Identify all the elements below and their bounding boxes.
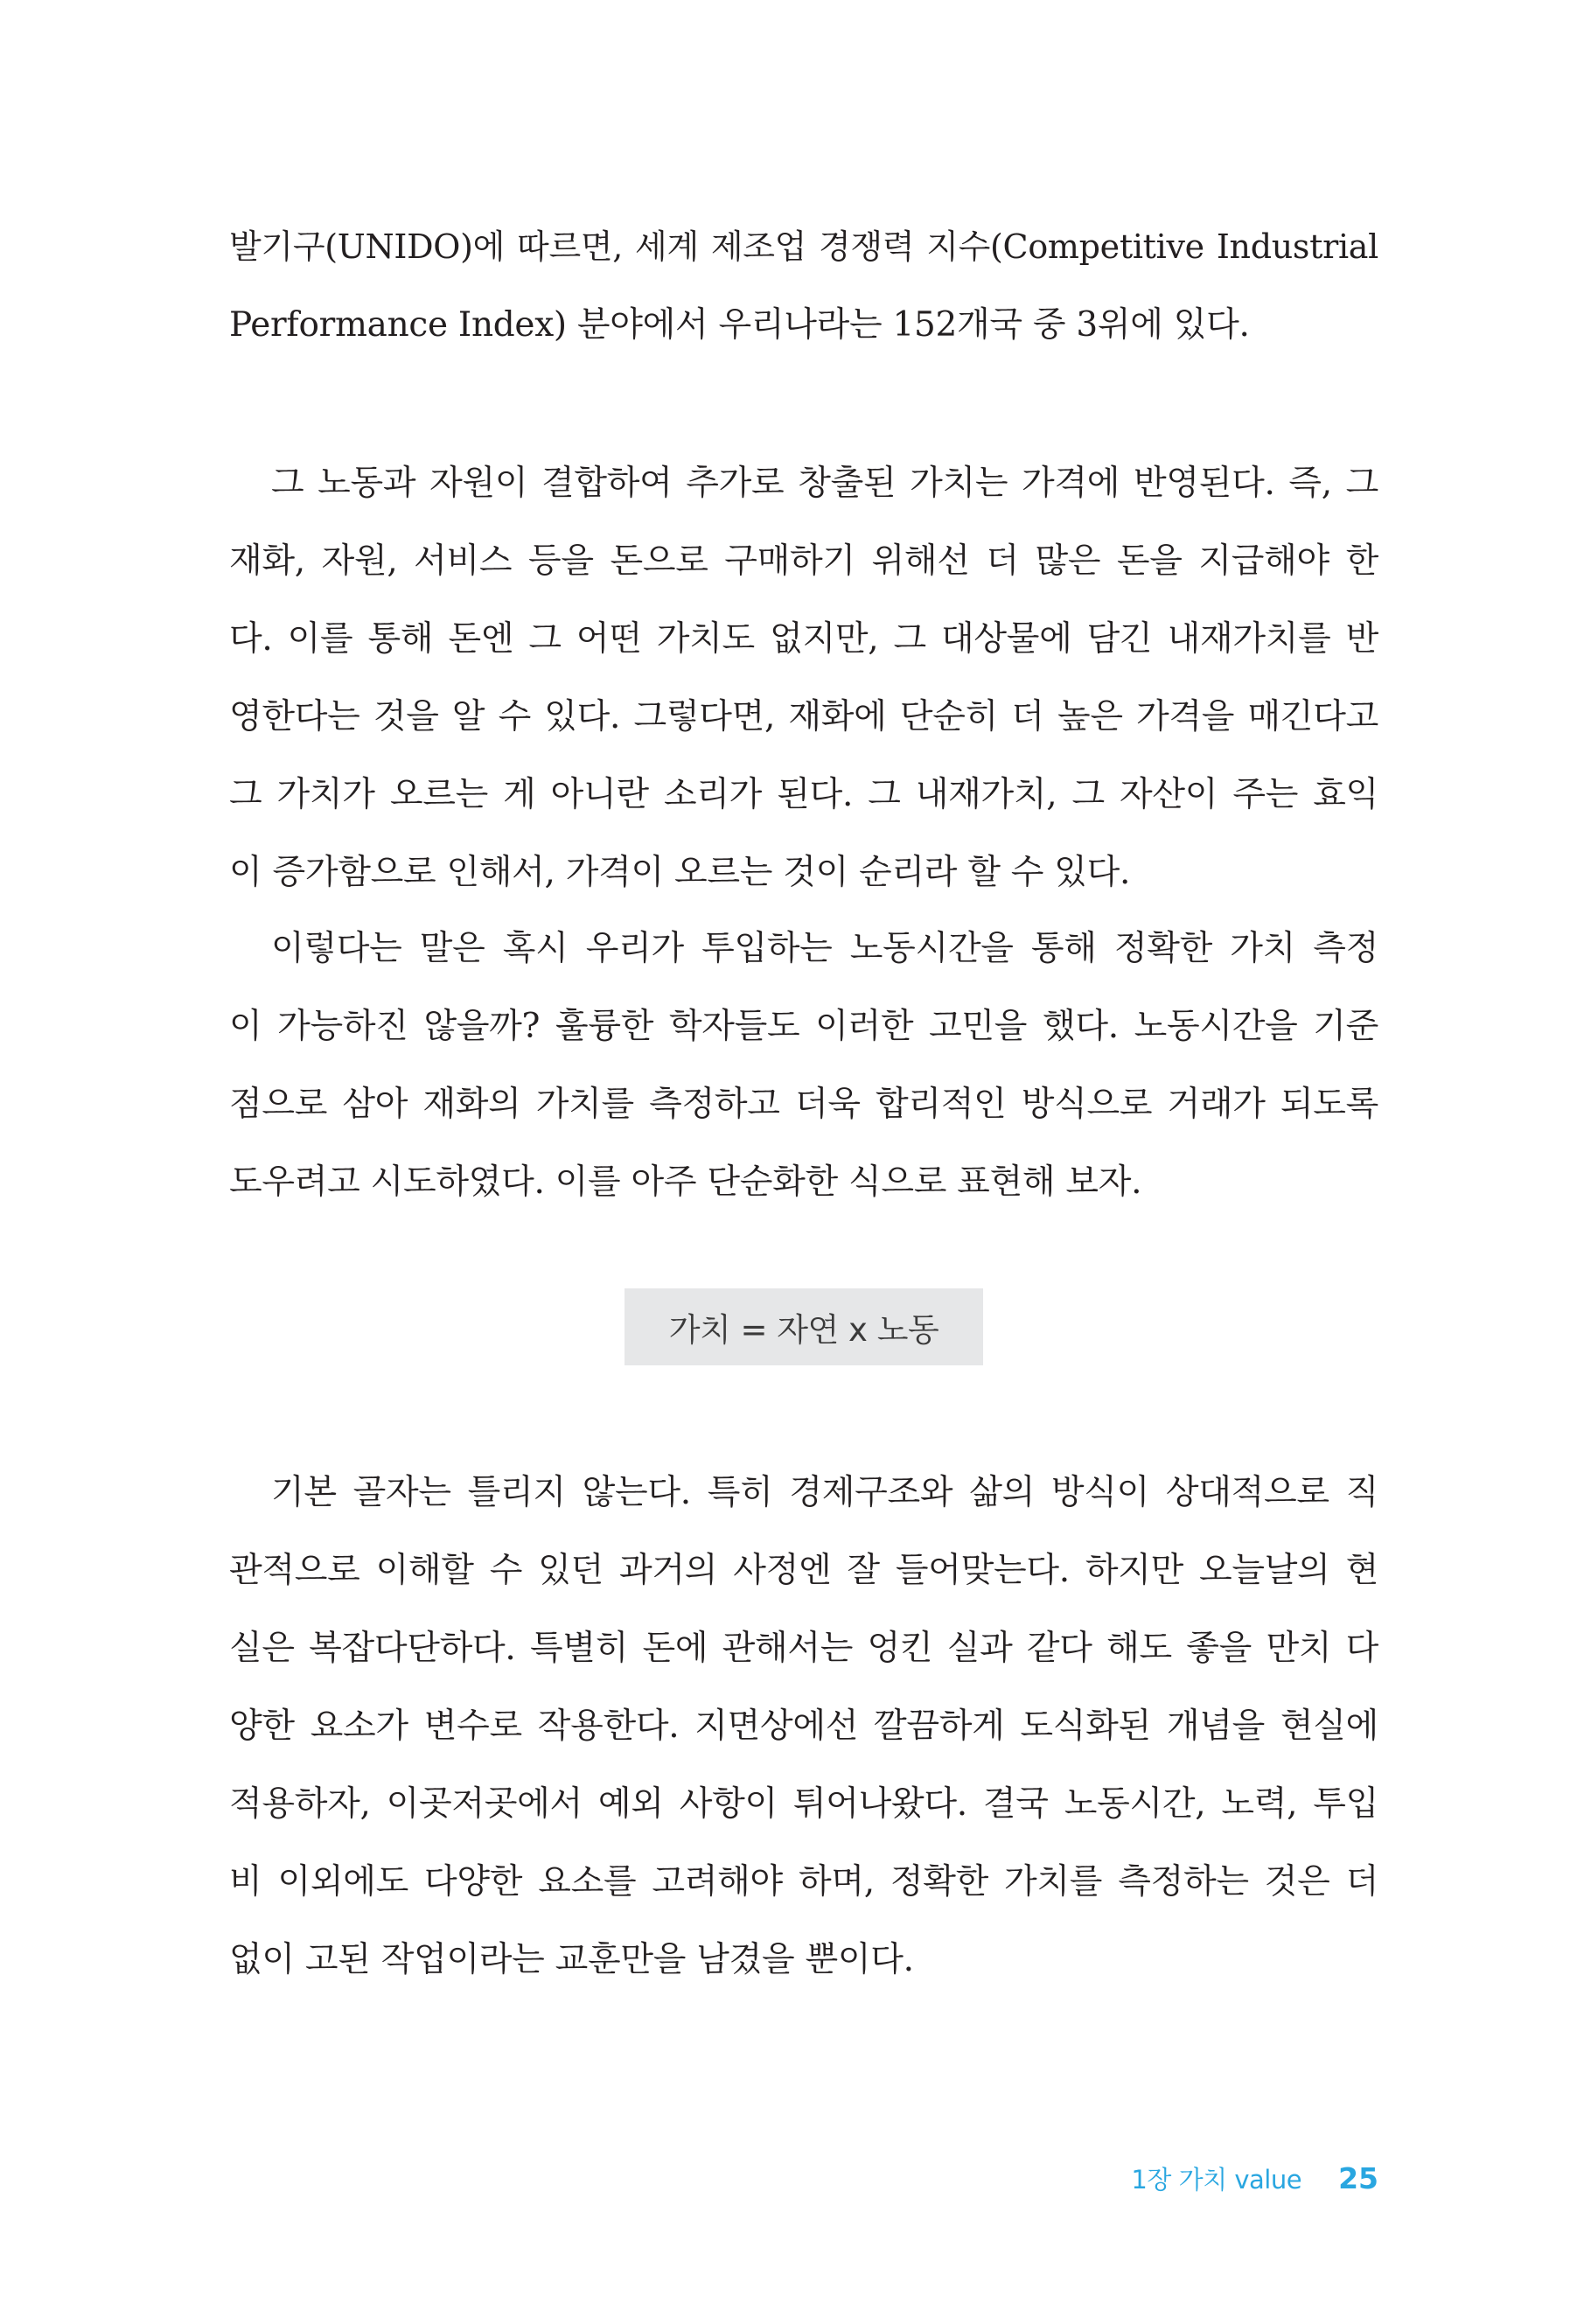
text-line: Performance Index) 분야에서 우리나라는 152개국 중 3위에 있다. bbox=[229, 305, 1250, 345]
chapter-label: 1장 가치 value bbox=[1131, 2165, 1302, 2195]
paragraph bbox=[229, 1454, 1378, 1999]
formula-box bbox=[625, 1288, 983, 1365]
paragraph-continued bbox=[229, 208, 1378, 364]
text-line: 이렇다는 말은 혹시 우리가 투입하는 노동시간을 통해 정확한 가치 측정 bbox=[271, 929, 1378, 968]
text-line: 이 증가함으로 인해서, 가격이 오르는 것이 순리라 할 수 있다. bbox=[229, 853, 1131, 892]
text-line: 비 이외에도 다양한 요소를 고려해야 하며, 정확한 가치를 측정하는 것은 더 bbox=[229, 1862, 1378, 1902]
text-line: 다. 이를 통해 돈엔 그 어떤 가치도 없지만, 그 대상물에 담긴 내재가치를 반 bbox=[229, 619, 1378, 659]
text-line: 기본 골자는 틀리지 않는다. 특히 경제구조와 삶의 방식이 상대적으로 직 bbox=[271, 1473, 1378, 1512]
text-line: 없이 고된 작업이라는 교훈만을 남겼을 뿐이다. bbox=[229, 1940, 914, 1979]
paragraph bbox=[229, 444, 1378, 911]
book-page bbox=[229, 0, 1378, 2324]
text-line: 그 노동과 자원이 결합하여 추가로 창출된 가치는 가격에 반영된다. 즉, 그 bbox=[271, 464, 1378, 503]
formula-text: 가치 = 자연 x 노동 bbox=[668, 1311, 939, 1349]
text-line: 도우려고 시도하였다. 이를 아주 단순화한 식으로 표현해 보자. bbox=[229, 1162, 1142, 1202]
page-number: 25 bbox=[1338, 2161, 1378, 2195]
text-line: 그 가치가 오르는 게 아니란 소리가 된다. 그 내재가치, 그 자산이 주는 효익 bbox=[229, 775, 1378, 814]
text-line: 이 가능하진 않을까? 훌륭한 학자들도 이러한 고민을 했다. 노동시간을 기준 bbox=[229, 1007, 1378, 1046]
text-line: 점으로 삼아 재화의 가치를 측정하고 더욱 합리적인 방식으로 거래가 되도록 bbox=[229, 1085, 1378, 1124]
text-line: 적용하자, 이곳저곳에서 예외 사항이 튀어나왔다. 결국 노동시간, 노력, 투입 bbox=[229, 1784, 1378, 1824]
page-footer bbox=[1131, 2160, 1378, 2196]
text-line: 실은 복잡다단하다. 특별히 돈에 관해서는 엉킨 실과 같다 해도 좋을 만치 다 bbox=[229, 1629, 1378, 1668]
text-line: 발기구(UNIDO)에 따르면, 세계 제조업 경쟁력 지수(Competitive Industrial bbox=[229, 227, 1378, 266]
paragraph bbox=[229, 910, 1378, 1221]
text-line: 재화, 자원, 서비스 등을 돈으로 구매하기 위해선 더 많은 돈을 지급해야 한 bbox=[229, 541, 1378, 581]
text-line: 관적으로 이해할 수 있던 과거의 사정엔 잘 들어맞는다. 하지만 오늘날의 현 bbox=[229, 1551, 1378, 1590]
text-line: 양한 요소가 변수로 작용한다. 지면상에선 깔끔하게 도식화된 개념을 현실에 bbox=[229, 1706, 1378, 1746]
text-line: 영한다는 것을 알 수 있다. 그렇다면, 재화에 단순히 더 높은 가격을 매긴다고 bbox=[229, 697, 1378, 736]
